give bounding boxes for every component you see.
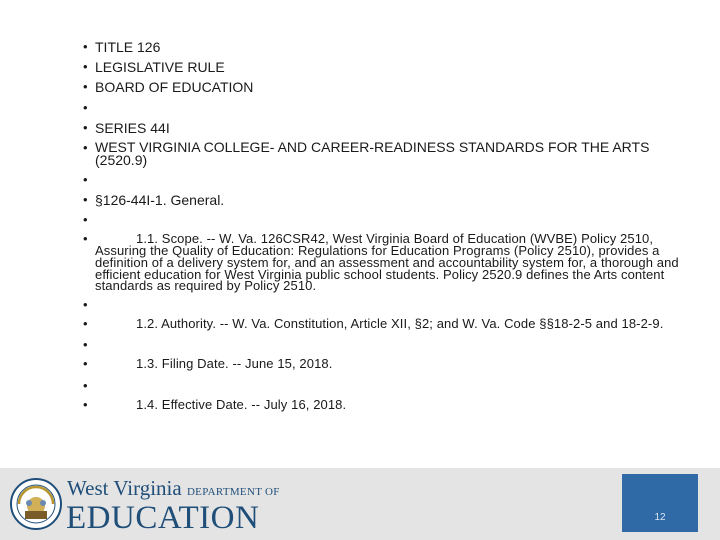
- bullet-list: [78, 40, 690, 419]
- bullet-icon: •: [83, 79, 88, 95]
- list-item: [78, 121, 690, 136]
- bullet-icon: •: [83, 99, 88, 115]
- section-heading: §126-44I-1. General.: [95, 191, 225, 208]
- list-item: [78, 233, 690, 292]
- brand-line-2: EDUCATION: [66, 500, 260, 536]
- list-item: [78, 138, 690, 168]
- bullet-icon: •: [83, 356, 88, 372]
- bullet-icon: •: [83, 191, 88, 207]
- bullet-icon: •: [83, 296, 88, 312]
- list-item: [78, 80, 690, 95]
- list-item: [78, 213, 690, 228]
- effective-date-line: 1.4. Effective Date. -- July 16, 2018.: [136, 396, 347, 412]
- list-item: [78, 318, 690, 333]
- bullet-icon: •: [83, 337, 88, 353]
- scope-paragraph: 1.1. Scope. -- W. Va. 126CSR42, West Virginia Board of Education (WVBE) Policy 2510, Assuring the Quality of Education: Regulations for Education Programs (Policy 2510), provides a definition of a delivery system for, and an assessment and accountability system for, a thorough and efficient education for West Virginia public school students. Policy 2520.9 defines the Arts content standards as required by Policy 2510.: [95, 231, 679, 294]
- rule-type-line: LEGISLATIVE RULE: [95, 59, 225, 76]
- list-item: [78, 193, 690, 208]
- list-item: [78, 173, 690, 188]
- list-item: [78, 396, 690, 414]
- bullet-icon: •: [83, 171, 88, 187]
- bullet-icon: •: [83, 377, 88, 393]
- list-item: [78, 101, 690, 116]
- list-item: [78, 298, 690, 313]
- wvde-logo: [8, 474, 280, 536]
- board-line: BOARD OF EDUCATION: [95, 79, 254, 96]
- list-item: [78, 358, 690, 373]
- footer-bar: [0, 468, 720, 540]
- wv-state-seal-icon: [10, 478, 62, 530]
- bullet-icon: •: [83, 119, 88, 135]
- list-item: [78, 338, 690, 353]
- list-item: [78, 379, 690, 394]
- authority-paragraph: 1.2. Authority. -- W. Va. Constitution, Article XII, §2; and W. Va. Code §§18-2-5 and 18-2-9.: [136, 316, 664, 332]
- bullet-icon: •: [83, 396, 88, 412]
- filing-date-line: 1.3. Filing Date. -- June 15, 2018.: [136, 356, 333, 372]
- list-item: [78, 40, 690, 55]
- title-line: TITLE 126: [95, 39, 161, 55]
- standards-heading: WEST VIRGINIA COLLEGE- AND CAREER-READINESS STANDARDS FOR THE ARTS (2520.9): [95, 138, 650, 168]
- bullet-icon: •: [83, 316, 88, 332]
- page-number-box: [622, 474, 698, 532]
- list-item: [78, 60, 690, 75]
- bullet-icon: •: [83, 212, 88, 227]
- page-number: 12: [654, 512, 666, 523]
- bullet-icon: •: [83, 59, 88, 75]
- bullet-icon: •: [83, 39, 88, 54]
- brand-line-1: West Virginia DEPARTMENT OF: [67, 476, 280, 500]
- bullet-icon: •: [83, 139, 88, 155]
- series-line: SERIES 44I: [95, 119, 170, 136]
- bullet-icon: •: [83, 231, 88, 247]
